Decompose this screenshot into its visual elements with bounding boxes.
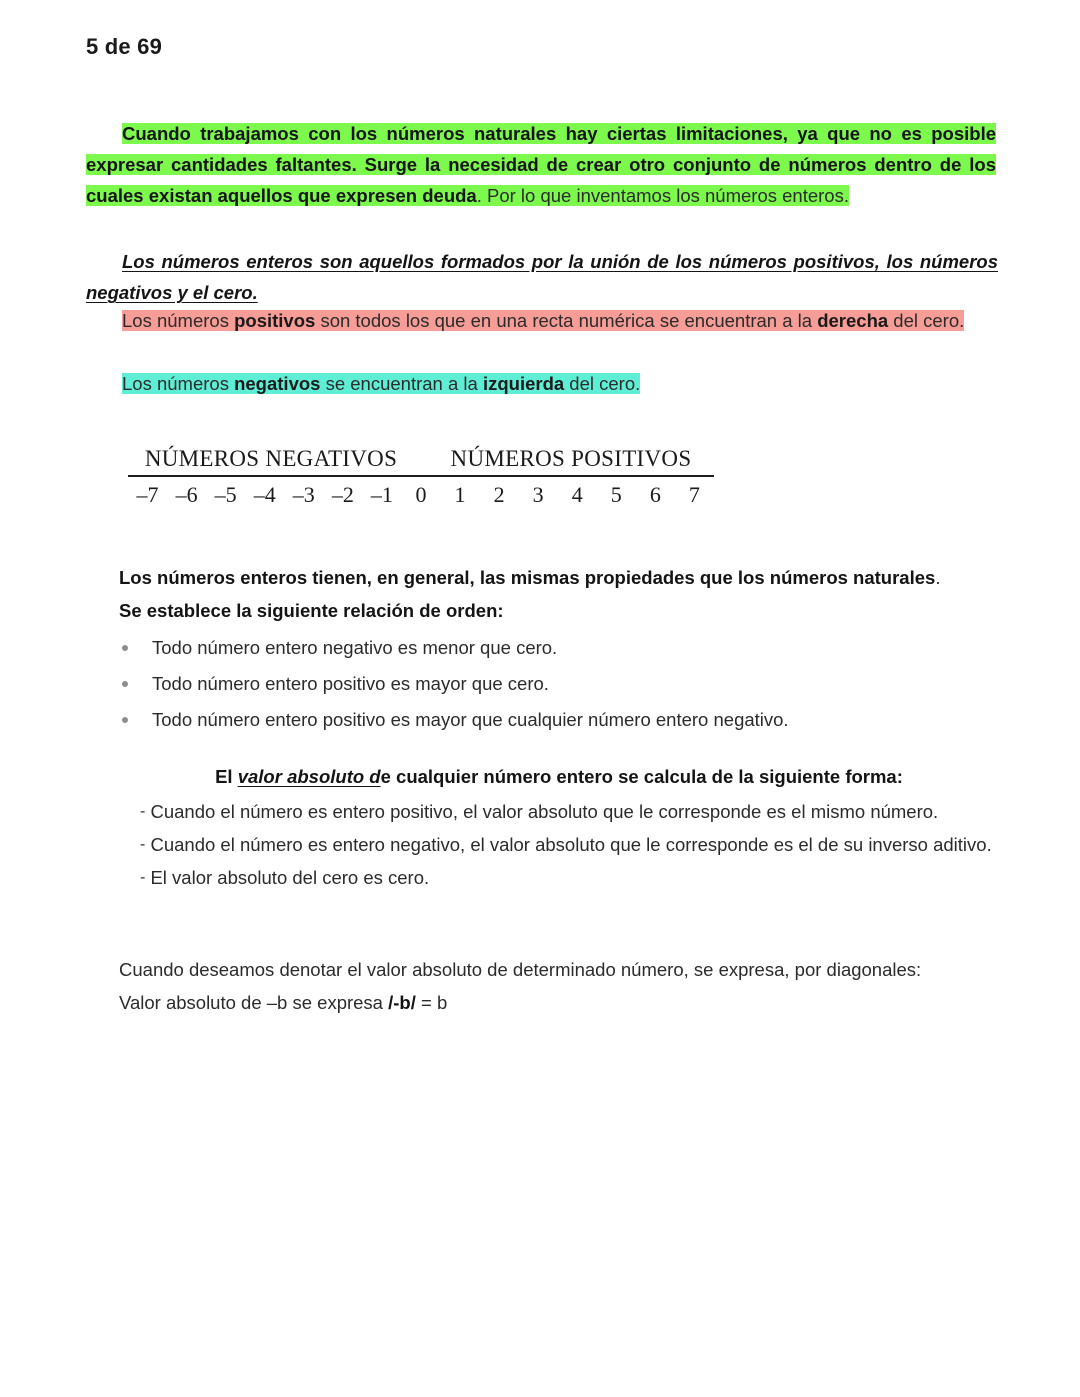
number-line-tick: 6 <box>649 482 661 507</box>
bullet-dot-icon <box>122 717 128 723</box>
properties-line-2: Se establece la siguiente relación de orden: <box>119 600 504 621</box>
positives-text-1: Los números <box>122 310 235 331</box>
intro-paragraph <box>86 118 996 211</box>
absolute-rule-label: El valor absoluto del cero es cero. <box>145 867 430 888</box>
absolute-heading-suffix: e cualquier número entero se calcula de la siguiente forma: <box>380 766 903 787</box>
number-line-tick: –4 <box>253 482 276 507</box>
number-line-ticks <box>128 477 714 511</box>
bullet-dot-icon <box>122 645 128 651</box>
absolute-rule-item <box>119 796 1009 828</box>
list-item <box>119 630 999 666</box>
list-item-label: Todo número entero positivo es mayor que cero. <box>152 673 549 694</box>
positives-bold-1: positivos <box>234 310 316 331</box>
positives-paragraph <box>86 305 998 336</box>
negatives-text-1: Los números <box>122 373 235 394</box>
list-item-label: Todo número entero negativo es menor que cero. <box>152 637 558 658</box>
number-line-tick: 3 <box>532 482 544 507</box>
number-line-tick: –2 <box>331 482 354 507</box>
negatives-text-2: se encuentran a la <box>320 373 483 394</box>
absolute-value-rules <box>119 796 1009 895</box>
number-line-figure <box>128 445 714 511</box>
dash-bullet-icon: - <box>140 869 146 886</box>
positives-text-2: son todos los que en una recta numérica se encuentran a la <box>315 310 818 331</box>
absolute-rule-label: Cuando el número es entero negativo, el valor absoluto que le corresponde es el de su inverso aditivo. <box>145 834 992 855</box>
absolute-heading-underlined: valor absoluto d <box>237 766 381 787</box>
number-line-tick: –1 <box>370 482 393 507</box>
properties-line-1-tail: . <box>935 567 941 588</box>
order-relations-list <box>119 630 999 738</box>
dash-bullet-icon: - <box>140 836 146 853</box>
absolute-heading-prefix: El <box>215 766 238 787</box>
dash-bullet-icon: - <box>140 803 146 820</box>
properties-paragraph <box>119 561 999 627</box>
number-line-tick: 0 <box>415 482 427 507</box>
number-line-tick: –5 <box>214 482 237 507</box>
list-item <box>119 666 999 702</box>
negatives-paragraph <box>86 368 998 399</box>
number-line-tick: 7 <box>688 482 700 507</box>
intro-highlight-run <box>86 123 996 206</box>
absolute-value-expression: /-b/ <box>388 992 416 1013</box>
definition-paragraph: Los números enteros son aquellos formados por la unión de los números positivos, los números negativos y el cero. <box>86 251 998 303</box>
number-line-tick: –3 <box>292 482 315 507</box>
number-line-tick: 2 <box>493 482 505 507</box>
list-item-label: Todo número entero positivo es mayor que cualquier número entero negativo. <box>152 709 789 730</box>
page-number-header: 5 de 69 <box>86 34 163 59</box>
positives-highlight-run <box>122 310 964 331</box>
negatives-text-3: del cero. <box>564 373 641 394</box>
negatives-bold-1: negativos <box>234 373 321 394</box>
list-item <box>119 702 999 738</box>
number-line-tick: –7 <box>136 482 159 507</box>
number-line-heading-negative: NÚMEROS NEGATIVOS <box>144 446 398 471</box>
number-line-tick: 5 <box>610 482 622 507</box>
closing-line-1: Cuando deseamos denotar el valor absoluto de determinado número, se expresa, por diagonales: <box>119 959 922 980</box>
number-line-tick: –6 <box>175 482 198 507</box>
number-line-tick: 4 <box>571 482 583 507</box>
number-line-tick: 1 <box>454 482 466 507</box>
negatives-bold-2: izquierda <box>482 373 565 394</box>
bullet-dot-icon <box>122 681 128 687</box>
absolute-rule-item <box>119 829 1009 861</box>
absolute-value-heading <box>119 762 999 792</box>
negatives-highlight-run <box>122 373 640 394</box>
closing-line-2-suffix: = b <box>415 992 448 1013</box>
positives-text-3: del cero. <box>888 310 965 331</box>
closing-line-2-prefix: Valor absoluto de –b se expresa <box>119 992 389 1013</box>
closing-line-2 <box>119 986 1009 1019</box>
properties-line-1: Los números enteros tienen, en general, las mismas propiedades que los números naturales <box>119 567 936 588</box>
closing-lines <box>119 953 1009 1019</box>
absolute-rule-item <box>119 862 1009 894</box>
positives-bold-2: derecha <box>817 310 889 331</box>
intro-bold-text: Cuando trabajamos con los números naturales hay ciertas limitaciones, ya que no es posible expresar cantidades faltantes. Surge la necesidad de crear otro conjunto de números dentro de los cuales existan aquellos que expresen deuda <box>86 123 996 206</box>
intro-normal-text: . Por lo que inventamos los números enteros. <box>476 185 849 206</box>
number-line-headings <box>128 445 714 475</box>
number-line-heading-positive: NÚMEROS POSITIVOS <box>450 446 692 471</box>
absolute-rule-label: Cuando el número es entero positivo, el valor absoluto que le corresponde es el mismo número. <box>145 801 939 822</box>
